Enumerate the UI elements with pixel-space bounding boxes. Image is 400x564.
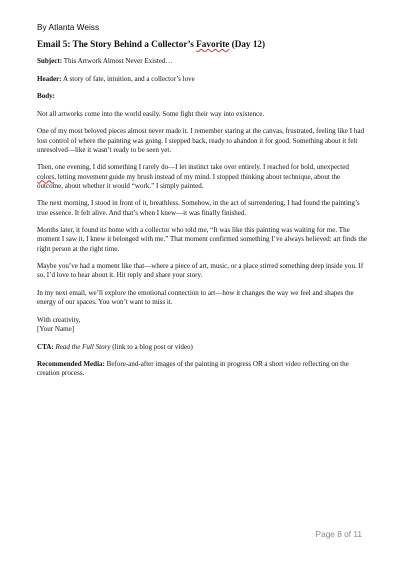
body-label-line bbox=[37, 92, 367, 101]
signature-block bbox=[37, 316, 367, 334]
header-line bbox=[37, 75, 367, 84]
media-text: Before-and-after images of the painting in progress OR a short video reflecting on the creation process. bbox=[37, 360, 349, 378]
media-label: Recommended Media: bbox=[37, 360, 105, 369]
paragraph-7: In my next email, we’ll explore the emotional connection to art—how it changes the way we feel and shapes the energy of our spaces. You won’t want to miss it. bbox=[37, 288, 354, 307]
paragraph-3 bbox=[37, 163, 367, 191]
signature-name: [Your Name] bbox=[37, 324, 75, 333]
document-body bbox=[37, 39, 367, 387]
email-title bbox=[37, 39, 367, 50]
paragraph-3-misspelled: colors bbox=[37, 172, 55, 181]
cta-label: CTA: bbox=[37, 342, 54, 351]
header-label: Header: bbox=[37, 74, 62, 83]
paragraph-3-text-a: Then, one evening, I did something I rarely do—I let instinct take over entirely. I reached for bold, unexpected bbox=[37, 163, 349, 172]
paragraph-2: One of my most beloved pieces almost never made it. I remember staring at the canvas, frustrated, feeling like I had lost control of where the painting was going. I stepped back, ready to abandon it for good. Something about it felt unresolved—like it wasn’t ready to be seen yet. bbox=[37, 127, 364, 154]
cta-description: (link to a blog post or video) bbox=[110, 342, 193, 351]
cta-link-text: Read the Full Story bbox=[55, 342, 111, 351]
paragraph-4: The next morning, I stood in front of it, breathless. Somehow, in the act of surrendering, I had found the painting’s true essence. It felt alive. And that’s when I knew—it was finally finished. bbox=[37, 199, 360, 217]
paragraph-6: Maybe you’ve had a moment like that—where a piece of art, music, or a place stirred something deep inside you. If so, I’d love to hear about it. Hit reply and share your story. bbox=[37, 262, 364, 280]
paragraph-1: Not all artworks come into the world easily. Some fight their way into existence. bbox=[37, 109, 265, 118]
paragraph-3-text-b: , letting movement guide my brush instead of my mind. I stopped thinking about technique, about the outcome, about whether it would “work.” I simply painted. bbox=[37, 172, 341, 190]
title-text-misspelled: Favorite bbox=[196, 39, 230, 49]
subject-text: This Artwork Almost Never Existed… bbox=[62, 57, 173, 65]
title-text-pre: Email 5: The Story Behind a Collector’s bbox=[37, 39, 197, 49]
signoff: With creativity, bbox=[37, 315, 81, 324]
body-label: Body: bbox=[37, 92, 56, 101]
media-line bbox=[37, 360, 367, 378]
paragraph-5: Months later, it found its home with a collector who told me, “It was like this painting was waiting for me. The moment I saw it, I knew it belonged with me.” That moment confirmed something I’ve always believed: art finds the right person at the right time. bbox=[37, 226, 368, 253]
author-header: By Atlanta Weiss bbox=[37, 22, 100, 32]
cta-line bbox=[37, 343, 367, 352]
title-text-post: (Day 12) bbox=[229, 39, 266, 49]
page-number: Page 8 of 11 bbox=[315, 529, 362, 539]
subject-line bbox=[37, 57, 367, 66]
subject-label: Subject: bbox=[37, 57, 63, 65]
header-text: A story of fate, intuition, and a collector’s love bbox=[61, 74, 195, 83]
